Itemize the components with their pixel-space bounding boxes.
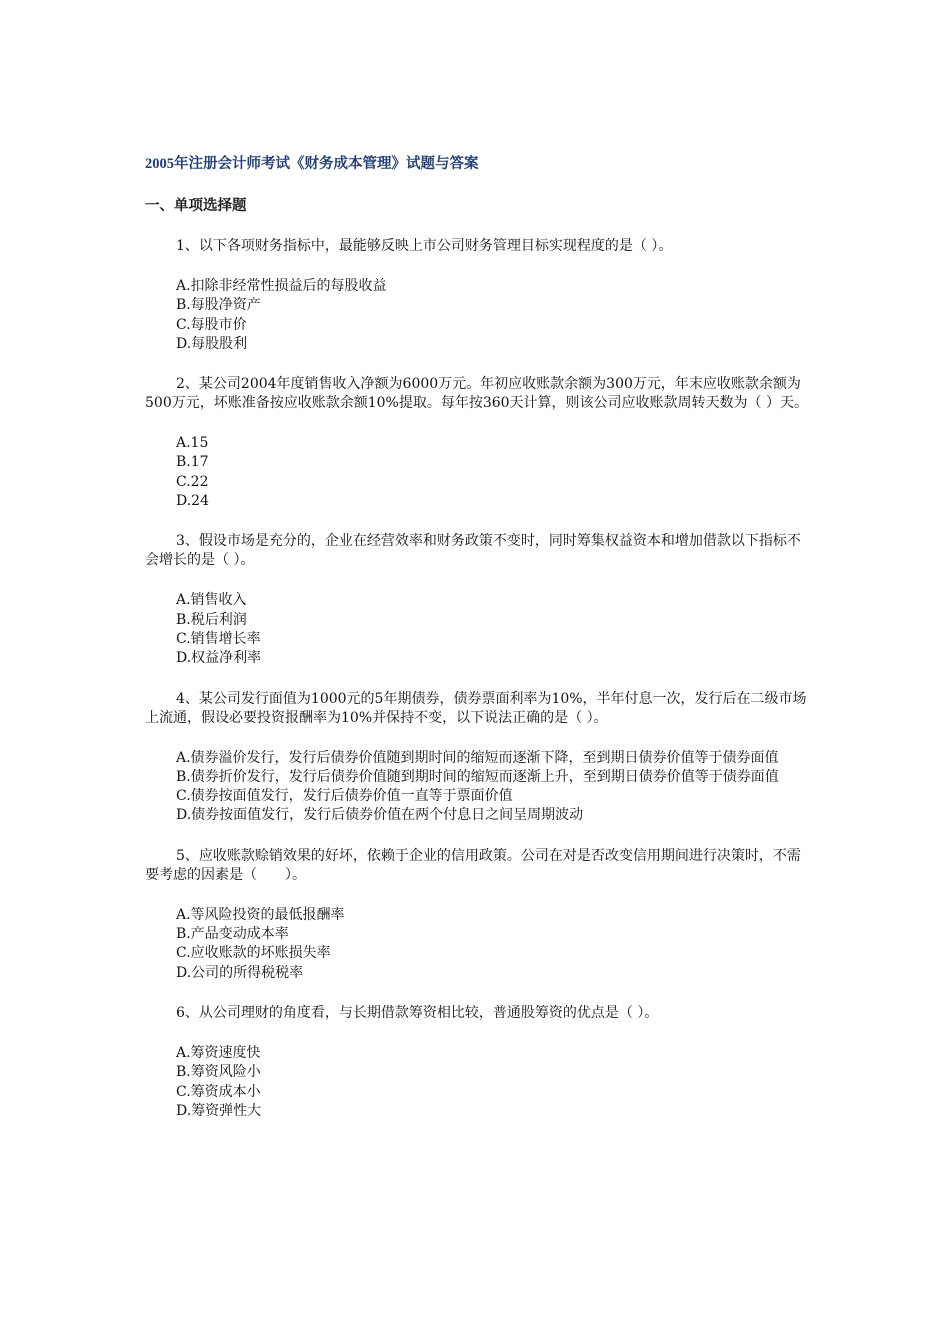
question-text: 2、某公司2004年度销售收入净额为6000万元。年初应收账款余额为300万元，年末应收账款余额为500万元，坏账准备按应收账款余额10%提取。每年按360天计算，则该公司应收账款周转天数为（ ）天。	[145, 376, 809, 412]
option-c: C.应收账款的坏账损失率	[176, 945, 331, 962]
option-c: C.每股市价	[176, 316, 247, 333]
option-c: C.债券按面值发行，发行后债券价值一直等于票面价值	[176, 788, 513, 805]
option-list	[145, 749, 810, 826]
question-2	[145, 375, 810, 511]
option-list	[145, 277, 810, 354]
option-c: C.销售增长率	[176, 630, 261, 647]
option-b: B.税后利润	[176, 611, 247, 628]
option-list	[145, 434, 810, 511]
question-5	[145, 847, 810, 983]
option-c: C.筹资成本小	[176, 1083, 261, 1100]
question-text: 3、假设市场是充分的，企业在经营效率和财务政策不变时，同时筹集权益资本和增加借款以下指标不会增长的是（ ）。	[145, 533, 801, 569]
option-a: A.15	[176, 435, 209, 452]
option-d: D.筹资弹性大	[176, 1102, 262, 1119]
option-d: D.24	[176, 493, 209, 510]
question-6	[145, 1004, 810, 1121]
option-b: B.每股净资产	[176, 297, 261, 314]
option-b: B.产品变动成本率	[176, 926, 289, 943]
question-text: 4、某公司发行面值为1000元的5年期债券，债券票面利率为10%，半年付息一次，发行后在二级市场上流通，假设必要投资报酬率为10%并保持不变，以下说法正确的是（ ）。	[145, 690, 807, 726]
option-list	[145, 906, 810, 983]
question-text: 5、应收账款赊销效果的好坏，依赖于企业的信用政策。公司在对是否改变信用期间进行决策时，不需要考虑的因素是（ ）。	[145, 847, 801, 883]
option-b: B.筹资风险小	[176, 1064, 261, 1081]
option-a: A.等风险投资的最低报酬率	[176, 906, 345, 923]
option-d: D.债券按面值发行，发行后债券价值在两个付息日之间呈周期波动	[176, 807, 584, 824]
option-a: A.债券溢价发行，发行后债券价值随到期时间的缩短而逐渐下降，至到期日债券价值等于债券面值	[176, 749, 779, 766]
option-d: D.权益净利率	[176, 650, 262, 667]
option-a: A.销售收入	[176, 592, 247, 609]
option-c: C.22	[176, 473, 209, 490]
option-list	[145, 1044, 810, 1121]
question-text: 6、从公司理财的角度看，与长期借款筹资相比较，普通股筹资的优点是（ ）。	[176, 1004, 659, 1021]
option-a: A.扣除非经常性损益后的每股收益	[176, 278, 387, 294]
document-title: 2005年注册会计师考试《财务成本管理》试题与答案	[145, 156, 479, 172]
option-d: D.每股股利	[176, 335, 248, 352]
option-b: B.债券折价发行，发行后债券价值随到期时间的缩短而逐渐上升，至到期日债券价值等于债券面值	[176, 768, 779, 785]
question-1	[145, 237, 810, 354]
option-a: A.筹资速度快	[176, 1044, 261, 1061]
question-4	[145, 690, 810, 826]
option-list	[145, 591, 810, 668]
option-d: D.公司的所得税税率	[176, 964, 304, 981]
question-text: 1、以下各项财务指标中，最能够反映上市公司财务管理目标实现程度的是（ ）。	[176, 238, 673, 254]
option-b: B.17	[176, 454, 209, 471]
section-title: 一、单项选择题	[145, 198, 247, 214]
question-3	[145, 532, 810, 668]
document-page	[145, 154, 810, 1121]
